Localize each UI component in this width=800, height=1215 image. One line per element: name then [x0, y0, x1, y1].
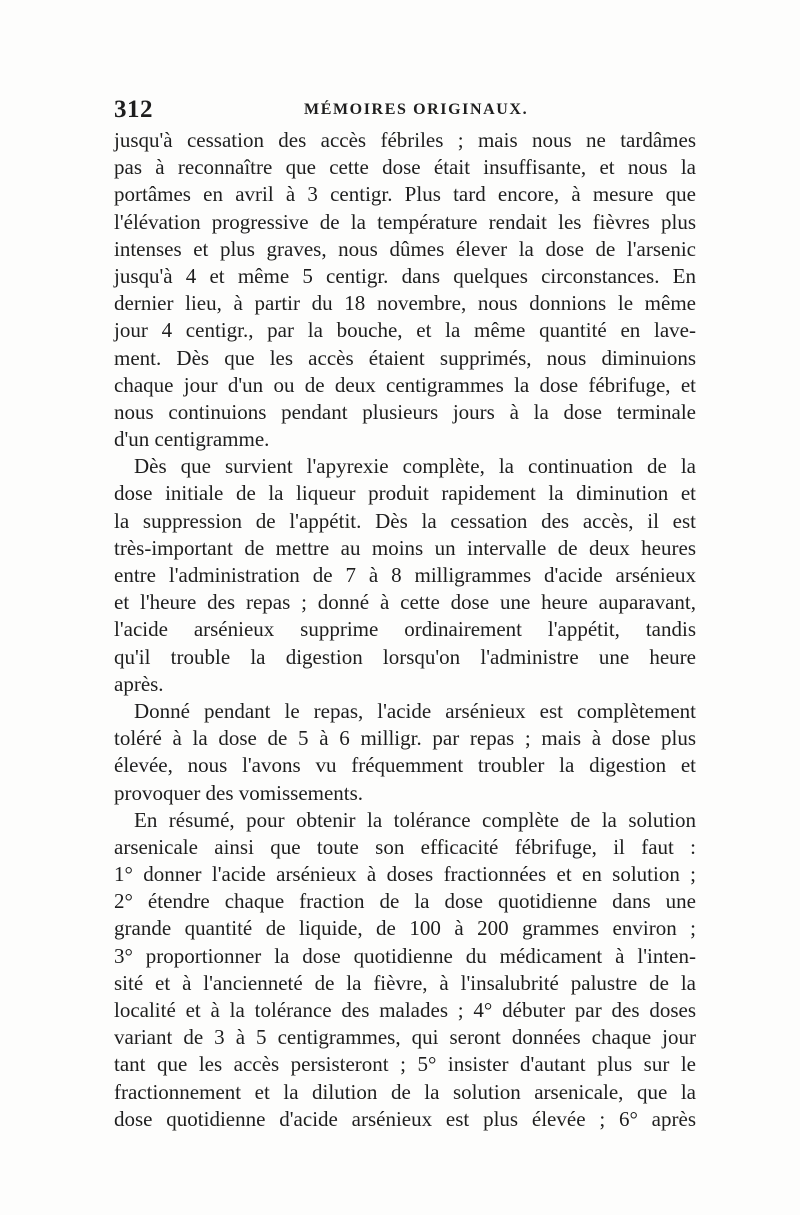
text-line: dernier lieu, à partir du 18 novembre, nous donnions le même [114, 291, 696, 316]
text-line: et l'heure des repas ; donné à cette dose une heure auparavant, [114, 590, 696, 615]
text-line: toléré à la dose de 5 à 6 milligr. par repas ; mais à dose plus [114, 726, 696, 751]
text-line: Dès que survient l'apyrexie complète, la continuation de la [134, 454, 696, 479]
text-line: variant de 3 à 5 centigrammes, qui seront données chaque jour [114, 1025, 696, 1050]
text-line: fractionnement et la dilution de la solution arsenicale, que la [114, 1079, 696, 1104]
text-line: provoquer des vomissements. [114, 780, 364, 805]
paragraph-apyrexie [114, 453, 696, 698]
text-line: chaque jour d'un ou de deux centigrammes la dose fébrifuge, et [114, 372, 696, 397]
text-line: pas à reconnaître que cette dose était insuffisante, et nous la [114, 155, 696, 180]
text-line: 3° proportionner la dose quotidienne du médicament à l'inten- [114, 943, 696, 968]
text-line: dose initiale de la liqueur produit rapidement la diminution et [114, 481, 696, 506]
text-line: tant que les accès persisteront ; 5° insister d'autant plus sur le [114, 1052, 696, 1077]
running-title: MÉMOIRES ORIGINAUX. [304, 101, 529, 118]
text-line: 2° étendre chaque fraction de la dose quotidienne dans une [114, 889, 696, 914]
paragraph-continuation [114, 127, 696, 453]
text-line: l'acide arsénieux supprime ordinairement l'appétit, tandis [114, 617, 696, 642]
text-line: jusqu'à 4 et même 5 centigr. dans quelques circonstances. En [114, 263, 696, 288]
text-line: 1° donner l'acide arsénieux à doses fractionnées et en solution ; [114, 862, 696, 887]
text-line: dose quotidienne d'acide arsénieux est plus élevée ; 6° après [114, 1106, 696, 1131]
text-line: ment. Dès que les accès étaient supprimés, nous diminuions [114, 345, 696, 370]
text-line: arsenicale ainsi que toute son efficacité fébrifuge, il faut : [114, 834, 696, 859]
text-line: sité et à l'ancienneté de la fièvre, à l'insalubrité palustre de la [114, 970, 696, 995]
text-line: l'élévation progressive de la température rendait les fièvres plus [114, 209, 696, 234]
text-line: qu'il trouble la digestion lorsqu'on l'administre une heure [114, 644, 696, 669]
text-line: d'un centigramme. [114, 427, 270, 452]
text-line: intenses et plus graves, nous dûmes élever la dose de l'arsenic [114, 236, 696, 261]
text-line: localité et à la tolérance des malades ; 4° débuter par des doses [114, 998, 696, 1022]
paragraph-resume [114, 807, 696, 1133]
text-line: grande quantité de liquide, de 100 à 200 grammes environ ; [114, 916, 696, 941]
text-line: la suppression de l'appétit. Dès la cessation des accès, il est [114, 508, 696, 533]
text-line: jour 4 centigr., par la bouche, et la même quantité en lave- [114, 318, 696, 343]
text-line: portâmes en avril à 3 centigr. Plus tard encore, à mesure que [114, 182, 696, 207]
running-head [114, 96, 696, 126]
paragraph-repas [114, 698, 696, 807]
text-line: après. [114, 671, 164, 696]
text-line: jusqu'à cessation des accès fébriles ; mais nous ne tardâmes [114, 128, 696, 152]
body-text [114, 127, 696, 1133]
text-line: élevée, nous l'avons vu fréquemment troubler la digestion et [114, 753, 696, 778]
text-line: nous continuions pendant plusieurs jours à la dose terminale [114, 399, 696, 424]
text-line: entre l'administration de 7 à 8 milligrammes d'acide arsénieux [114, 563, 696, 587]
text-line: très-important de mettre au moins un intervalle de deux heures [114, 535, 696, 560]
text-line: Donné pendant le repas, l'acide arsénieux est complètement [134, 698, 696, 723]
text-line: En résumé, pour obtenir la tolérance complète de la solution [134, 807, 696, 832]
page-number: 312 [114, 96, 153, 123]
